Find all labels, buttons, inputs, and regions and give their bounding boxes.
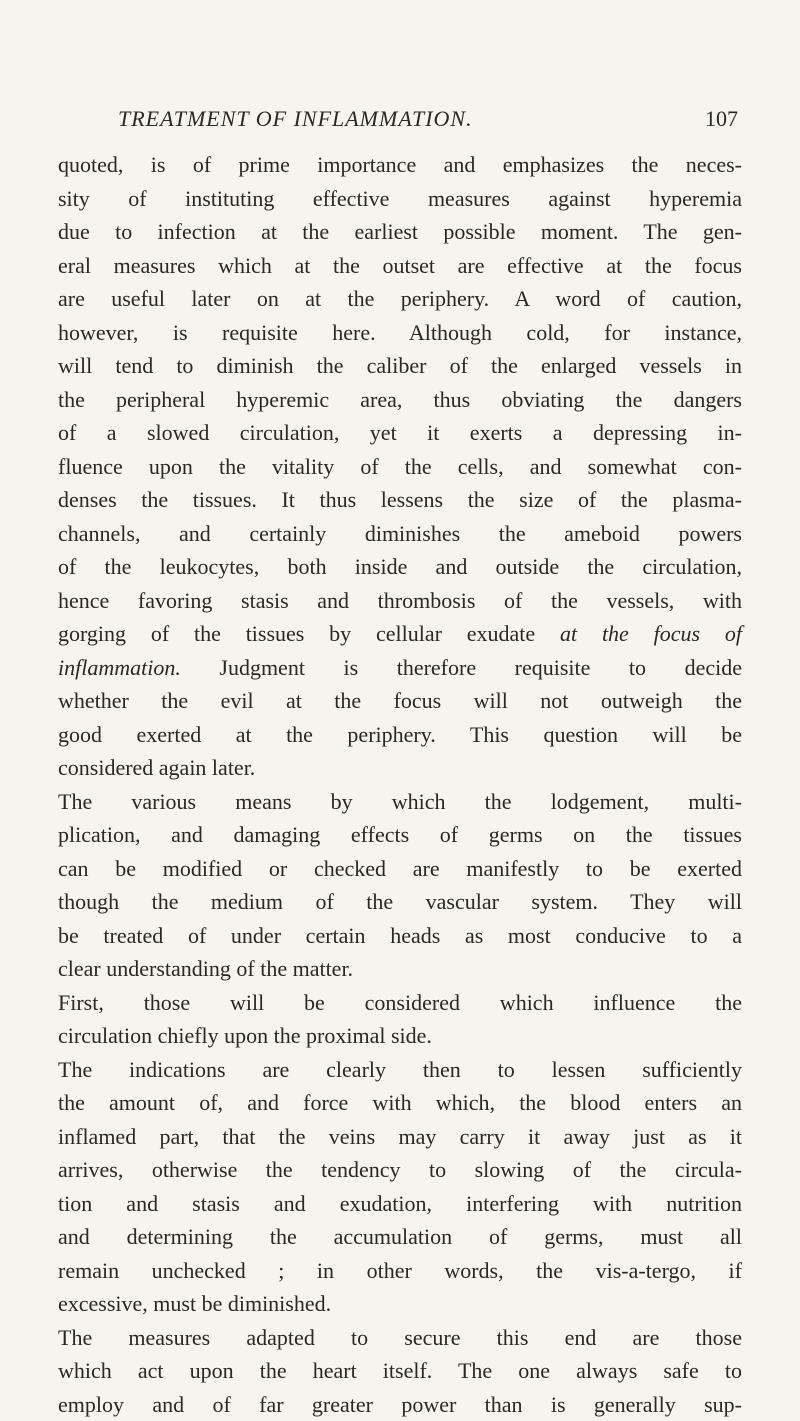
text-line: circulation chiefly upon the proximal side.: [58, 1019, 742, 1053]
text-line: which act upon the heart itself. The one always safe to: [58, 1354, 742, 1388]
text-line: channels, and certainly diminishes the ameboid powers: [58, 517, 742, 551]
text-line: [58, 617, 742, 651]
text-line: be treated of under certain heads as most conducive to a: [58, 919, 742, 953]
text-line: the peripheral hyperemic area, thus obviating the dangers: [58, 383, 742, 417]
body-text: [58, 148, 742, 1421]
text-line: of the leukocytes, both inside and outside the circulation,: [58, 550, 742, 584]
text-line: the amount of, and force with which, the blood enters an: [58, 1086, 742, 1120]
text-line: however, is requisite here. Although cold, for instance,: [58, 316, 742, 350]
text-line: denses the tissues. It thus lessens the size of the plasma-: [58, 483, 742, 517]
text-line: good exerted at the periphery. This question will be: [58, 718, 742, 752]
text-line: considered again later.: [58, 751, 742, 785]
text-line: plication, and damaging effects of germs on the tissues: [58, 818, 742, 852]
page-header: [118, 106, 738, 136]
text-segment: Judgment is therefore requisite to decide: [181, 655, 742, 680]
text-line: whether the evil at the focus will not outweigh the: [58, 684, 742, 718]
text-line: inflamed part, that the veins may carry it away just as it: [58, 1120, 742, 1154]
text-line: eral measures which at the outset are effective at the focus: [58, 249, 742, 283]
text-line: are useful later on at the periphery. A word of caution,: [58, 282, 742, 316]
running-head: TREATMENT OF INFLAMMATION.: [118, 106, 473, 132]
text-line: quoted, is of prime importance and emphasizes the neces-: [58, 148, 742, 182]
page-number: 107: [705, 106, 738, 132]
text-line: can be modified or checked are manifestly to be exerted: [58, 852, 742, 886]
text-line: due to infection at the earliest possible moment. The gen-: [58, 215, 742, 249]
text-line: fluence upon the vitality of the cells, and somewhat con-: [58, 450, 742, 484]
text-line: remain unchecked ; in other words, the vis-a-tergo, if: [58, 1254, 742, 1288]
text-line: excessive, must be diminished.: [58, 1287, 742, 1321]
text-line: of a slowed circulation, yet it exerts a depressing in-: [58, 416, 742, 450]
text-line: [58, 651, 742, 685]
italic-text-segment: inflammation.: [58, 655, 181, 680]
text-line: employ and of far greater power than is generally sup-: [58, 1388, 742, 1421]
text-line: The measures adapted to secure this end are those: [58, 1321, 742, 1355]
text-line: tion and stasis and exudation, interfering with nutrition: [58, 1187, 742, 1221]
text-line: The indications are clearly then to lessen sufficiently: [58, 1053, 742, 1087]
text-line: though the medium of the vascular system. They will: [58, 885, 742, 919]
text-line: hence favoring stasis and thrombosis of the vessels, with: [58, 584, 742, 618]
text-line: clear understanding of the matter.: [58, 952, 742, 986]
text-line: will tend to diminish the caliber of the enlarged vessels in: [58, 349, 742, 383]
text-segment: gorging of the tissues by cellular exudate: [58, 621, 560, 646]
text-line: First, those will be considered which influence the: [58, 986, 742, 1020]
text-line: arrives, otherwise the tendency to slowing of the circula-: [58, 1153, 742, 1187]
italic-text-segment: at the focus of: [560, 621, 742, 646]
text-line: sity of instituting effective measures against hyperemia: [58, 182, 742, 216]
text-line: The various means by which the lodgement, multi-: [58, 785, 742, 819]
text-line: and determining the accumulation of germs, must all: [58, 1220, 742, 1254]
